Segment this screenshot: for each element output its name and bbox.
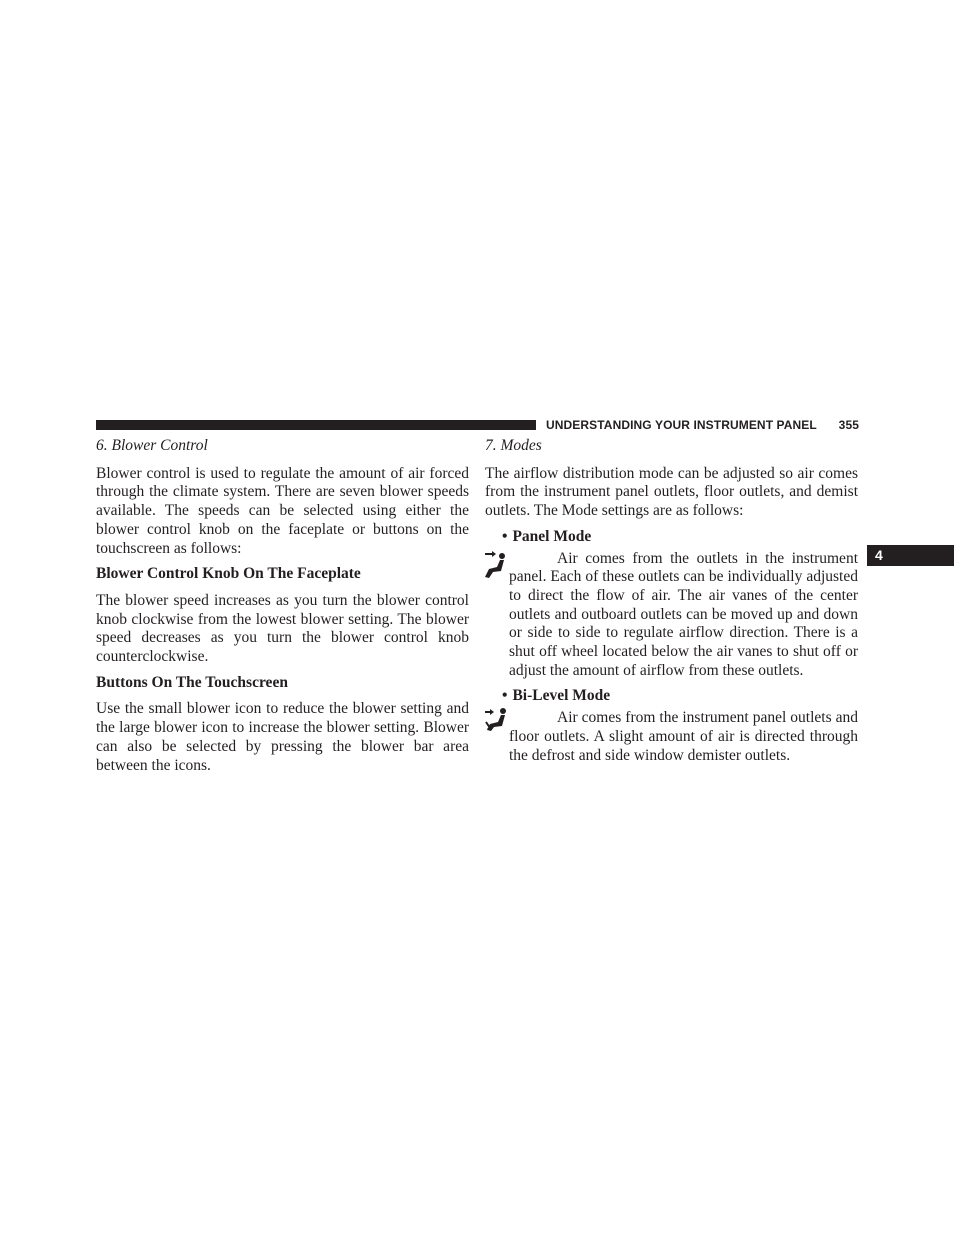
panel-mode-text: Air comes from the outlets in the instrument panel. Each of these outlets can be individually adjusted to direct the flow of air. The air vanes of the center outlets and outboard outlets can be moved up and down or side to side to regulate airflow direction. There is a shut off wheel located below the air vanes to shut off or adjust the amount of airflow from these outlets. [509,549,858,679]
running-header [546,418,859,432]
bilevel-mode-heading [502,687,858,706]
bullet-dot: • [502,687,508,705]
header-title: UNDERSTANDING YOUR INSTRUMENT PANEL [546,418,817,432]
panel-mode-label: Panel Mode [512,527,592,545]
panel-mode-block [509,550,858,681]
right-column [485,437,858,772]
knob-heading: Blower Control Knob On The Faceplate [96,565,361,583]
bilevel-mode-block [509,709,858,765]
left-column [96,437,469,782]
blower-intro: Blower control is used to regulate the amount of air forced through the climate system. There are seven blower speeds available. The speeds can be selected using either the blower control knob on the faceplate or buttons on the touchscreen as follows: [96,464,469,557]
knob-text: The blower speed increases as you turn the blower control knob clockwise from the lowest blower setting. The blower speed decreases as you turn the blower control knob counterclockwise. [96,591,469,666]
header-rule [96,420,536,430]
section-title-modes: 7. Modes [485,437,542,454]
chapter-tab[interactable]: 4 [867,545,954,566]
modes-intro: The airflow distribution mode can be adjusted so air comes from the instrument panel outlets, floor outlets, and demist outlets. The Mode settings are as follows: [485,464,858,520]
bilevel-mode-text: Air comes from the instrument panel outlets and floor outlets. A slight amount of air is directed through the defrost and side window demister outlets. [509,709,858,764]
panel-mode-heading [502,528,858,547]
touchscreen-heading: Buttons On The Touchscreen [96,673,288,691]
bullet-dot: • [502,527,508,545]
section-title-blower: 6. Blower Control [96,437,208,454]
panel-mode-icon [483,550,511,582]
page-number: 355 [838,418,859,432]
bilevel-mode-label: Bi-Level Mode [512,687,611,705]
bilevel-mode-icon [483,704,511,736]
touchscreen-text: Use the small blower icon to reduce the blower setting and the large blower icon to increase the blower setting. Blower can also be selected by pressing the blower bar area between the icons. [96,700,469,774]
